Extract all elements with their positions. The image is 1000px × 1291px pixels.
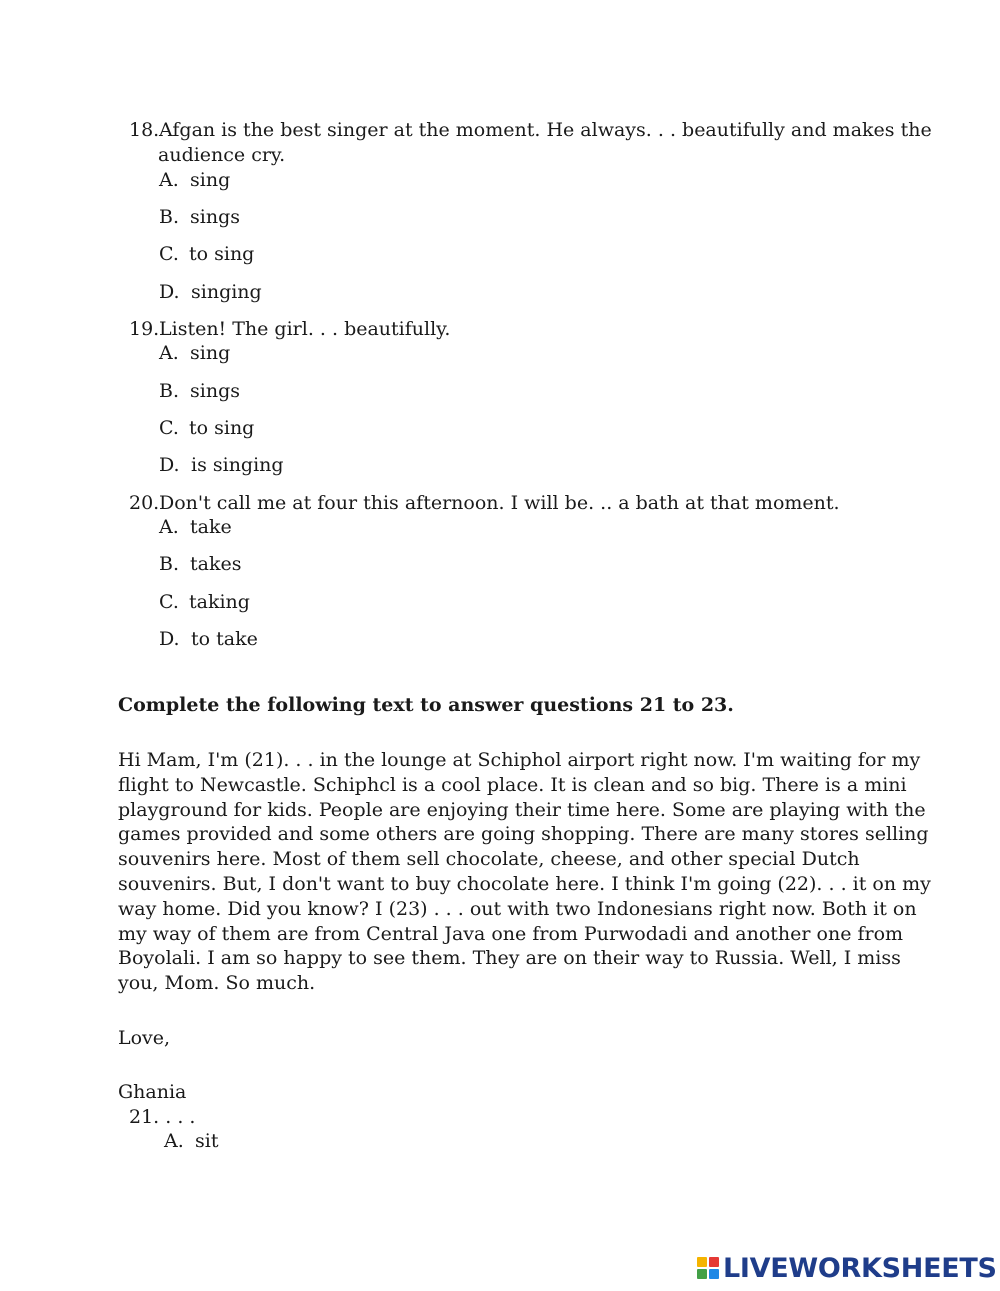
logo-square — [709, 1269, 719, 1279]
letter-signature: Ghania — [118, 1081, 187, 1103]
q19-option-c-text[interactable]: to sing — [189, 417, 255, 439]
q21-option-a-letter: A. — [164, 1130, 184, 1152]
q20-option-c-letter: C. — [159, 591, 179, 613]
q20-option-d-letter: D. — [159, 628, 180, 650]
passage-line: my way of them are from Central Java one from Purwodadi and another one from — [118, 922, 904, 945]
q19-option-a-text[interactable]: sing — [190, 342, 231, 364]
q20-option-b-text[interactable]: takes — [190, 553, 242, 575]
q19-option-b-text[interactable]: sings — [190, 380, 240, 402]
q19-option-d-text[interactable]: is singing — [191, 454, 284, 476]
q18-option-a-letter: A. — [159, 169, 179, 191]
q19-option-c-letter: C. — [159, 417, 179, 439]
passage-line: souvenirs. But, I don't want to buy chocolate here. I think I'm going (22). . . it on my — [118, 872, 931, 895]
q19-option-b-letter: B. — [159, 380, 180, 402]
logo-square — [697, 1269, 707, 1279]
logo-square — [709, 1257, 719, 1267]
question-19-number: 19. — [129, 318, 160, 340]
question-20-number: 20. — [129, 492, 160, 514]
q18-option-b-letter: B. — [159, 206, 180, 228]
q20-option-c-text[interactable]: taking — [189, 591, 250, 613]
passage-line: playground for kids. People are enjoying their time here. Some are playing with the — [118, 798, 926, 821]
question-18-text: Afgan is the best singer at the moment. He always. . . beautifully and makes the — [159, 119, 932, 141]
q19-option-a-letter: A. — [159, 342, 179, 364]
question-18-number: 18. — [129, 119, 160, 141]
logo-square — [697, 1257, 707, 1267]
q20-option-b-letter: B. — [159, 553, 180, 575]
q20-option-d-text[interactable]: to take — [191, 628, 258, 650]
q18-option-c-text[interactable]: to sing — [189, 243, 255, 265]
question-19-text: Listen! The girl. . . beautifully. — [159, 318, 451, 340]
section-instruction: Complete the following text to answer questions 21 to 23. — [118, 694, 734, 716]
question-18-text-cont: audience cry. — [158, 144, 286, 166]
q20-option-a-text[interactable]: take — [190, 516, 232, 538]
q20-option-a-letter: A. — [159, 516, 179, 538]
passage-line: souvenirs here. Most of them sell chocolate, cheese, and other special Dutch — [118, 848, 860, 871]
passage-line: Boyolali. I am so happy to see them. They are on their way to Russia. Well, I miss — [118, 947, 901, 970]
q18-option-c-letter: C. — [159, 243, 179, 265]
passage-line: you, Mom. So much. — [118, 972, 316, 995]
q18-option-b-text[interactable]: sings — [190, 206, 240, 228]
q18-option-d-letter: D. — [159, 281, 180, 303]
q18-option-a-text[interactable]: sing — [190, 169, 231, 191]
passage-line: flight to Newcastle. Schiphcl is a cool place. It is clean and so big. There is a mini — [118, 773, 907, 796]
logo-text: LIVEWORKSHEETS — [723, 1253, 997, 1284]
q21-option-a-text[interactable]: sit — [195, 1130, 219, 1152]
question-20-text: Don't call me at four this afternoon. I will be. .. a bath at that moment. — [159, 492, 840, 514]
q18-option-d-text[interactable]: singing — [191, 281, 262, 303]
question-21-number: 21. . . . — [129, 1106, 196, 1128]
passage-line: Hi Mam, I'm (21). . . in the lounge at Schiphol airport right now. I'm waiting for my — [118, 749, 921, 771]
letter-closing: Love, — [118, 1027, 171, 1049]
passage — [118, 748, 931, 996]
passage-line: games provided and some others are going shopping. There are many stores selling — [118, 823, 929, 846]
passage-line: way home. Did you know? I (23) . . . out with two Indonesians right now. Both it on — [118, 897, 917, 920]
q19-option-d-letter: D. — [159, 454, 180, 476]
